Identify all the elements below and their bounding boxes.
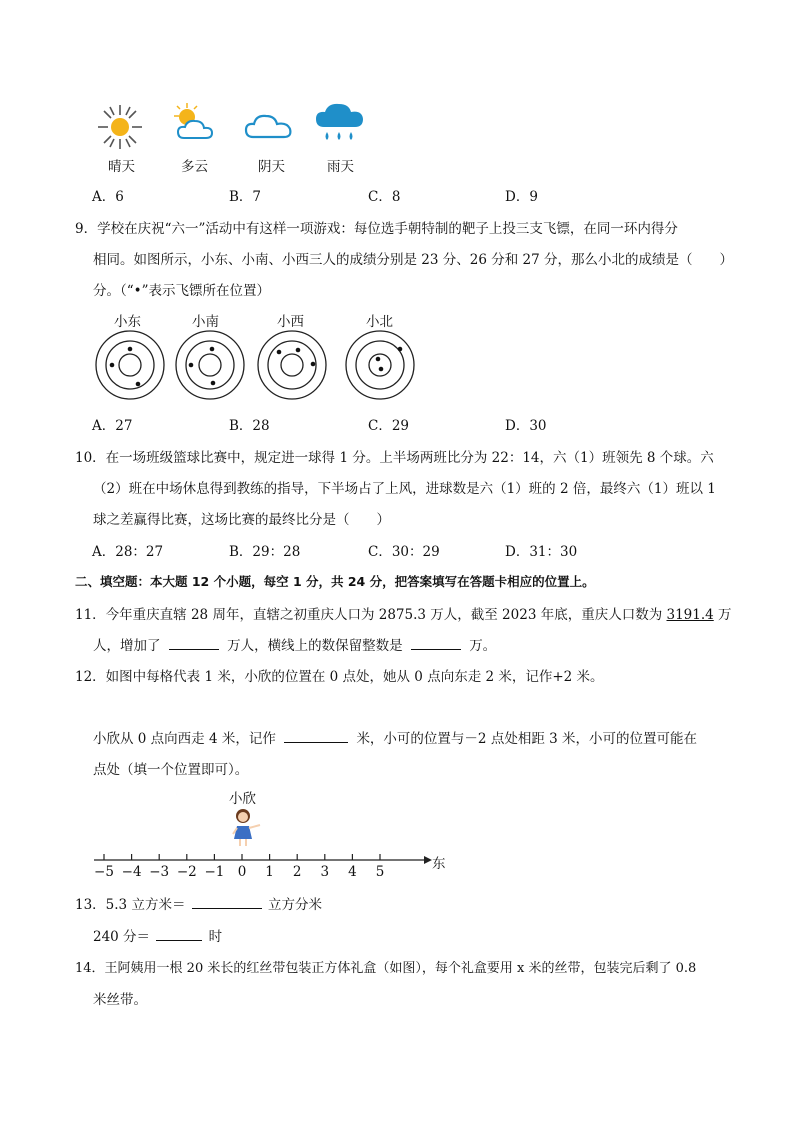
q10-text-line3: 球之差赢得比赛，这场比赛的最终比分是（ ） [93, 512, 390, 528]
dart-dot [398, 347, 403, 352]
number-line-tick-label: 4 [348, 864, 357, 880]
q9-option-c: C．29 [368, 418, 410, 434]
weather-label-overcast: 阴天 [258, 159, 285, 175]
dart-target-xiaonan [173, 328, 247, 402]
q13-line1-a: 13．5.3 立方米＝ [75, 897, 186, 913]
q11-line1-a: 11．今年重庆直辖 28 周年，直辖之初重庆人口为 2875.3 万人，截至 2023 年底，重庆人口数为 [75, 607, 663, 623]
dart-dot [136, 382, 141, 387]
number-line-tick-label: 5 [375, 864, 385, 880]
q9-text-line2: 相同。如图所示，小东、小南、小西三人的成绩分别是 23 分、26 分和 27 分，那么小北的成绩是（ ） [93, 252, 733, 268]
q10-option-c: C．30：29 [368, 544, 440, 560]
dart-dot [110, 363, 115, 368]
q10-text-line2: （2）班在中场休息得到教练的指导，下半场占了上风，进球数是六（1）班的 2 倍，最终六（1）班以 1 [93, 481, 716, 497]
q9-option-d: D．30 [505, 418, 547, 434]
number-line-tick-label: −1 [204, 864, 225, 880]
number-line-tick-label: −3 [149, 864, 170, 880]
q13-line1-b: 立方分米 [268, 897, 323, 913]
dart-dot [189, 363, 194, 368]
dart-dot [210, 347, 215, 352]
number-line-tick-label: 3 [320, 864, 330, 880]
q8-option-c: C．8 [368, 189, 401, 205]
target-label-xiaonan: 小南 [192, 314, 219, 330]
weather-label-rainy: 雨天 [327, 159, 354, 175]
q12-line2-a: 小欣从 0 点向西走 4 米，记作 [93, 731, 276, 747]
dart-dot [128, 347, 133, 352]
q8-option-b: B．7 [229, 189, 262, 205]
girl-figure-icon [229, 806, 265, 848]
q10-text-line1: 10．在一场班级篮球比赛中，规定进一球得 1 分。上半场两班比分为 22：14，六（1）班领先 8 个球。六 [75, 450, 714, 466]
q11-line1-b: 万 [718, 607, 732, 623]
number-line-direction-label: 东 [432, 856, 446, 872]
number-line-person-label: 小欣 [229, 791, 256, 807]
q8-option-a: A．6 [92, 189, 124, 205]
q11-answer-blank-1[interactable] [169, 636, 219, 650]
dart-dot [376, 357, 381, 362]
weather-label-cloudy: 多云 [181, 159, 208, 175]
q9-text-line3: 分。（“•”表示飞镖所在位置） [93, 283, 271, 299]
dart-target-xiaoxi [255, 328, 329, 402]
q12-text-line3: 点处（填一个位置即可）。 [93, 762, 249, 778]
dart-dot [277, 350, 282, 355]
target-label-xiaodong: 小东 [114, 314, 141, 330]
q11-text-line1 [75, 603, 732, 623]
number-line-tick-label: 2 [292, 864, 302, 880]
q11-text-line2 [93, 634, 496, 654]
q11-answer-blank-2[interactable] [411, 636, 461, 650]
target-label-xiaoxi: 小西 [277, 314, 304, 330]
q14-text-line1: 14．王阿姨用一根 20 米长的红丝带包装正方体礼盒（如图），每个礼盒要用 x 米的丝带，包装完后剩了 0.8 [75, 961, 697, 976]
dart-target-xiaobei [343, 328, 417, 402]
dart-target-xiaodong [93, 328, 167, 402]
number-line-tick-label: 0 [237, 864, 247, 880]
dart-dot [211, 381, 216, 386]
weather-label-sunny: 晴天 [108, 159, 135, 175]
q13-answer-blank-1[interactable] [192, 895, 262, 909]
number-line-tick-label: −4 [121, 864, 142, 880]
q10-option-a: A．28：27 [92, 544, 164, 560]
number-line-tick-label: 1 [265, 864, 274, 880]
q13-answer-blank-2[interactable] [156, 927, 202, 941]
section2-title: 二、填空题：本大题 12 个小题，每空 1 分，共 24 分，把答案填写在答题卡相应的位置上。 [75, 574, 595, 589]
dart-dot [296, 348, 301, 353]
number-line-tick-label: −5 [94, 864, 114, 880]
number-line [90, 850, 450, 880]
q9-text-line1: 9．学校在庆祝“六一”活动中有这样一项游戏：每位选手朝特制的靶子上投三支飞镖，在同一环内得分 [75, 221, 678, 237]
sunny-icon [96, 103, 144, 151]
dart-dot [311, 362, 316, 367]
q10-option-b: B．29：28 [229, 544, 301, 560]
q12-answer-blank-1[interactable] [284, 729, 348, 743]
q12-text-line1: 12．如图中每格代表 1 米，小欣的位置在 0 点处，她从 0 点向东走 2 米，记作+2 米。 [75, 669, 604, 685]
q12-text-line2 [93, 727, 697, 747]
q8-option-d: D．9 [505, 189, 538, 205]
q13-line2-a: 240 分＝ [93, 929, 151, 945]
dart-dot [379, 367, 384, 372]
q12-line2-b: 米，小可的位置与－2 点处相距 3 米，小可的位置可能在 [356, 731, 697, 747]
q11-population-value: 3191.4 [666, 607, 714, 623]
q10-option-d: D．31：30 [505, 544, 578, 560]
q11-line2-b: 万人，横线上的数保留整数是 [227, 638, 403, 654]
q14-text-line2: 米丝带。 [93, 992, 147, 1008]
cloudy-icon [170, 102, 218, 144]
q9-option-b: B．28 [229, 418, 270, 434]
q13-line2-b: 时 [208, 929, 223, 945]
q11-line2-c: 万。 [469, 638, 497, 654]
overcast-icon [244, 110, 294, 140]
q9-option-a: A．27 [92, 418, 133, 434]
q13-text-line1 [75, 893, 322, 913]
q13-text-line2 [93, 925, 222, 945]
number-line-tick-label: −2 [176, 864, 197, 880]
target-label-xiaobei: 小北 [366, 314, 393, 330]
q11-line2-a: 人，增加了 [93, 638, 161, 654]
rainy-icon [315, 101, 365, 147]
